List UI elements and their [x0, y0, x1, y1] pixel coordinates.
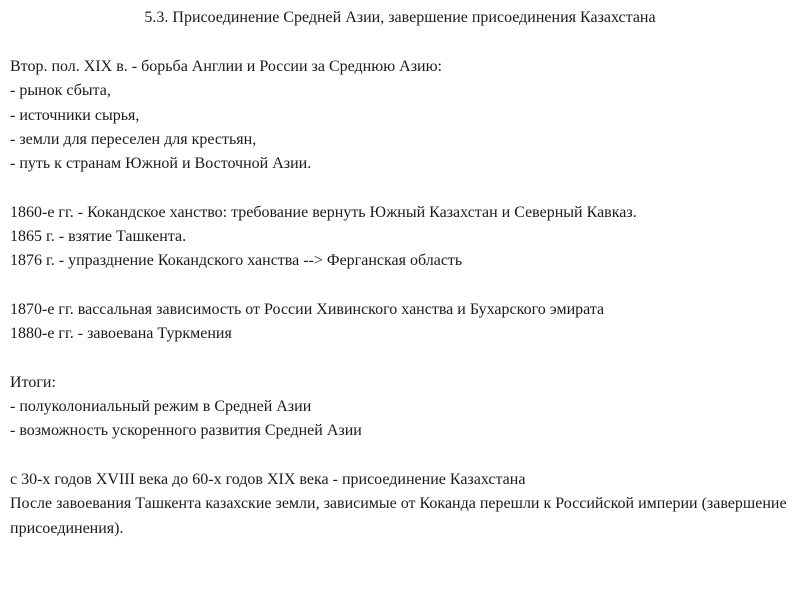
summary-line: с 30-х годов XVIII века до 60-х годов XIX века - присоединение Казахстана: [10, 471, 526, 489]
timeline-line: 1860-е гг. - Кокандское ханство: требование вернуть Южный Казахстан и Северный Кавказ.: [10, 203, 637, 221]
results-heading: Итоги:: [10, 373, 56, 391]
list-item: - земли для переселен для крестьян,: [10, 130, 257, 148]
list-item: - рынок сбыта,: [10, 82, 111, 100]
list-item: - возможность ускоренного развития Средней Азии: [10, 422, 362, 440]
summary-line: После завоевания Ташкента казахские земли, зависимые от Коканда перешли к Российской империи (завершение присоединения).: [10, 495, 787, 537]
timeline-line: 1865 г. - взятие Ташкента.: [10, 228, 187, 246]
timeline-line: 1870-е гг. вассальная зависимость от России Хивинского ханства и Бухарского эмирата: [10, 300, 605, 318]
list-item: - путь к странам Южной и Восточной Азии.: [10, 155, 312, 173]
spacer: [10, 274, 795, 298]
timeline-line: 1876 г. - упразднение Кокандского ханства --> Ферганская область: [10, 252, 463, 270]
spacer: [10, 444, 795, 468]
timeline-line: 1880-е гг. - завоевана Туркмения: [10, 325, 232, 343]
spacer: [10, 347, 795, 371]
spacer: [10, 176, 795, 200]
slide-title: 5.3. Присоединение Средней Азии, завершение присоединения Казахстана: [144, 9, 656, 26]
list-item: - источники сырья,: [10, 106, 140, 124]
section1-heading: Втор. пол. XIX в. - борьба Англии и России за Среднюю Азию:: [10, 58, 442, 75]
slide-body: [10, 55, 795, 541]
list-item: - полуколониальный режим в Средней Азии: [10, 398, 312, 416]
